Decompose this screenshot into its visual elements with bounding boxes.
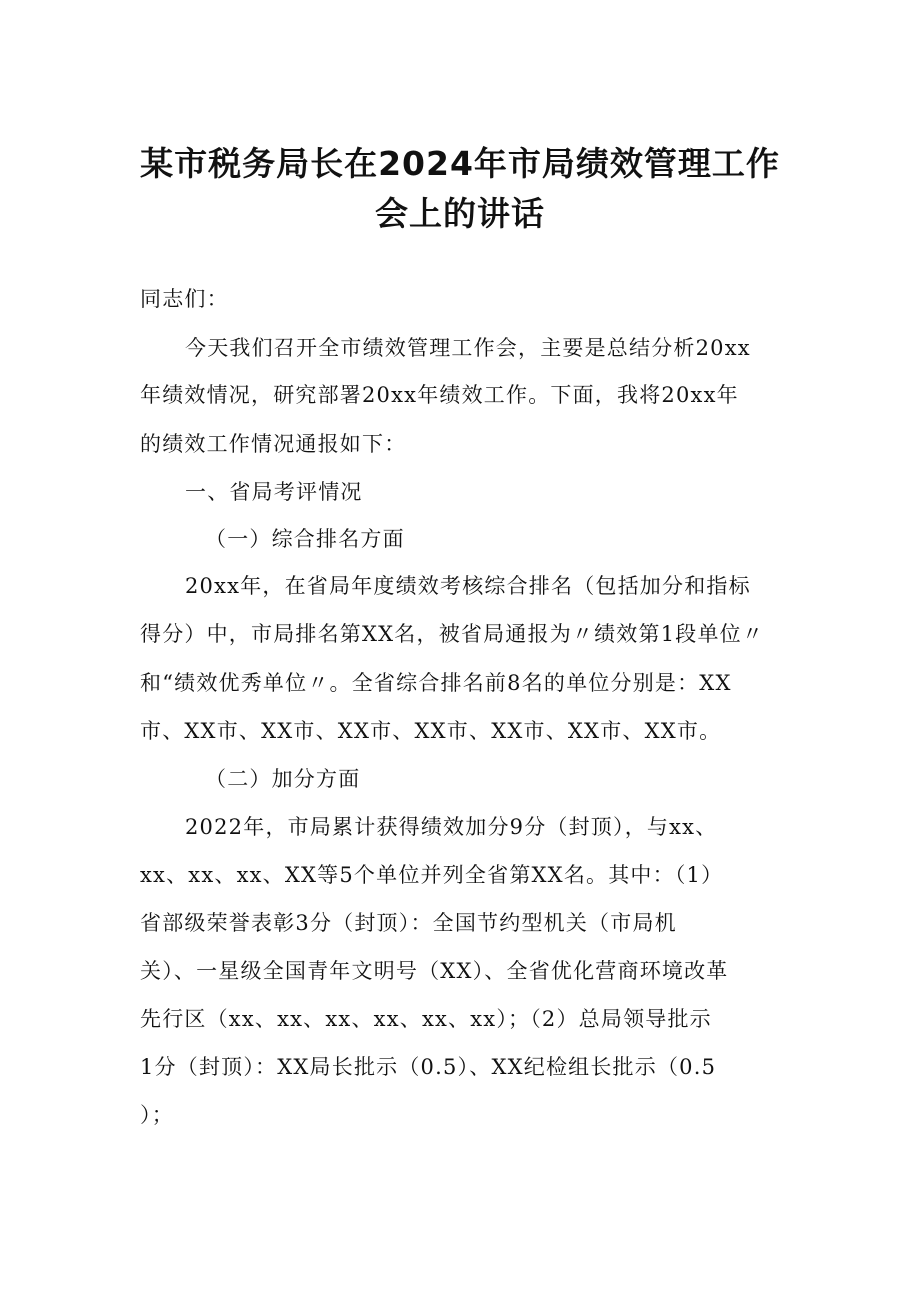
paragraph-line: 市、XX市、XX市、XX市、XX市、XX市、XX市、XX市。	[140, 719, 722, 743]
paragraph-line: 的绩效工作情况通报如下：	[140, 432, 407, 456]
paragraph-line: 得分）中，市局排名第XX名，被省局通报为〃绩效第1段单位〃	[140, 622, 765, 646]
paragraph-line: 省部级荣誉表彰3分（封顶）：全国节约型机关（市局机	[140, 911, 677, 935]
paragraph-line: 今天我们召开全市绩效管理工作会，主要是总结分析20xx	[185, 336, 751, 360]
paragraph-line: ）；	[140, 1103, 174, 1127]
paragraph-line: xx、xx、xx、XX等5个单位并列全省第XX名。其中：（1）	[140, 863, 724, 887]
paragraph-line: 1分（封顶）：XX局长批示（0.5）、XX纪检组长批示（0.5	[140, 1055, 717, 1079]
paragraph-line: 关）、一星级全国青年文明号（XX）、全省优化营商环境改革	[140, 959, 729, 983]
paragraph-line: 2022年，市局累计获得绩效加分9分（封顶），与xx、	[185, 815, 718, 839]
document-title-line-2: 会上的讲话	[375, 194, 545, 233]
paragraph-line: 年绩效情况，研究部署20xx年绩效工作。下面，我将20xx年	[140, 383, 739, 407]
paragraph-line: 20xx年，在省局年度绩效考核综合排名（包括加分和指标	[185, 574, 751, 598]
document-title-line-1: 某市税务局长在2024年市局绩效管理工作	[140, 144, 780, 183]
salutation: 同志们：	[140, 287, 229, 311]
subsection-heading: （一）综合排名方面	[205, 527, 405, 551]
paragraph-line: 和“绩效优秀单位〃。全省综合排名前8名的单位分别是：XX	[140, 671, 732, 695]
subsection-heading: （二）加分方面	[205, 767, 361, 791]
section-heading: 一、省局考评情况	[185, 480, 363, 504]
paragraph-line: 先行区（xx、xx、xx、xx、xx、xx）；（2）总局领导批示	[140, 1007, 712, 1031]
